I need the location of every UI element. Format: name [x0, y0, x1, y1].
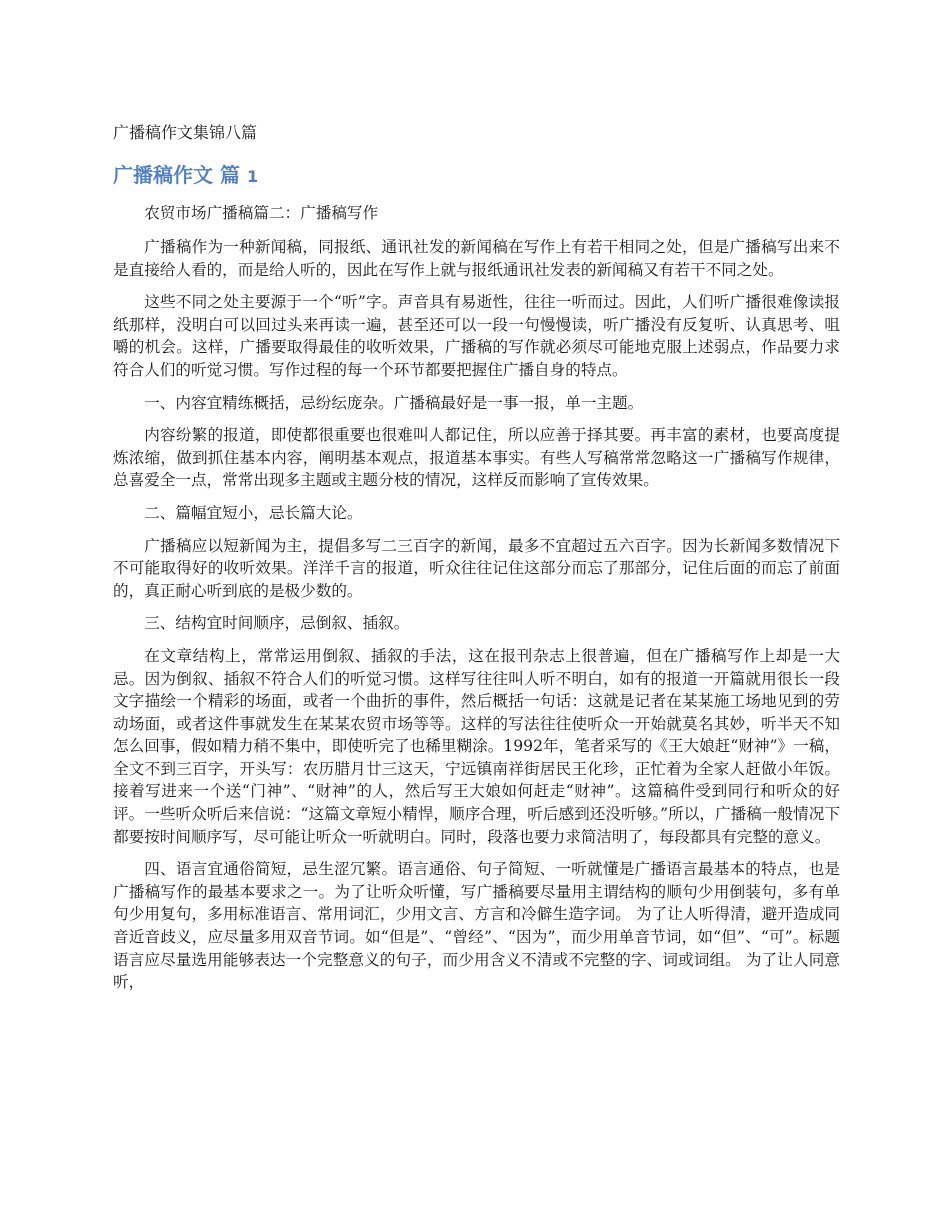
paragraph-intro: 广播稿作为一种新闻稿，同报纸、通讯社发的新闻稿在写作上有若干相同之处，但是广播稿写出来不是直接给人看的，而是给人听的，因此在写作上就与报纸通讯社发表的新闻稿又有若干不同之处。: [113, 238, 840, 279]
section-heading-text: 广播稿作文 篇: [113, 163, 240, 187]
document-page: [113, 122, 840, 994]
paragraph-point-three: 三、结构宜时间顺序，忌倒叙、插叙。: [144, 614, 410, 633]
section-heading: [113, 162, 840, 190]
paragraph-point-four: 四、语言宜通俗简短，忌生涩冗繁。语言通俗、句子简短、一听就懂是广播语言最基本的特点，也是广播稿写作的最基本要求之一。为了让听众听懂，写广播稿要尽量用主谓结构的顺句少用倒装句，多有单句少用复句，多用标准语言、常用词汇，少用文言、方言和冷僻生造字词。 为了让人听得清，避开造成同音近音歧义，应尽量多用双音节词。如“但是”、“曾经”、“因为”，而少用单音节词，如“但”、“可”。标题语言应尽量选用能够表达一个完整意义的句子，而少用含义不清或不完整的字、词或词组。 为了让人同意听，: [113, 860, 840, 992]
section-subtitle: 农贸市场广播稿篇二：广播稿写作: [144, 204, 379, 222]
paragraph-content: 内容纷繁的报道，即使都很重要也很难叫人都记住，所以应善于择其要。再丰富的素材，也要高度提炼浓缩，做到抓住基本内容，阐明基本观点，报道基本事实。有些人写稿常常忽略这一广播稿写作规律，总喜爱全一点，常常出现多主题或主题分枝的情况，这样反而影响了宣传效果。: [113, 426, 840, 490]
document-title: 广播稿作文集锦八篇: [113, 123, 258, 142]
paragraph-point-two: 二、篇幅宜短小，忌长篇大论。: [144, 503, 363, 522]
paragraph-point-one: 一、内容宜精练概括，忌纷纭庞杂。广播稿最好是一事一报，单一主题。: [144, 393, 644, 412]
paragraph-length: 广播稿应以短新闻为主，提倡多写二三百字的新闻，最多不宜超过五六百字。因为长新闻多数情况下不可能取得好的收听效果。洋洋千言的报道，听众往往记住这部分而忘了那部分，记住后面的而忘了前面的，真正耐心听到底的是极少数的。: [113, 536, 840, 600]
paragraph-listening: 这些不同之处主要源于一个“听”字。声音具有易逝性，往往一听而过。因此，人们听广播很难像读报纸那样，没明白可以回过头来再读一遍，甚至还可以一段一句慢慢读，听广播没有反复听、认真思考、咀嚼的机会。这样，广播要取得最佳的收听效果，广播稿的写作就必须尽可能地克服上述弱点，作品要力求符合人们的听觉习惯。写作过程的每一个环节都要把握住广播自身的特点。: [113, 293, 840, 379]
paragraph-structure: 在文章结构上，常常运用倒叙、插叙的手法，这在报刊杂志上很普遍，但在广播稿写作上却是一大忌。因为倒叙、插叙不符合人们的听觉习惯。这样写往往叫人听不明白，如有的报道一开篇就用很长一段文字描绘一个精彩的场面，或者一个曲折的事件，然后概括一句话：这就是记者在某某施工场地见到的劳动场面，或者这件事就发生在某某农贸市场等等。这样的写法往往使听众一开始就莫名其妙，听半天不知怎么回事，假如精力稍不集中，即使听完了也稀里糊涂。1992年，笔者采写的《王大娘赶“财神”》一稿，全文不到三百字，开头写：农历腊月廿三这天，宁远镇南祥街居民王化珍，正忙着为全家人赶做小年饭。接着写进来一个送“门神”、“财神”的人，然后写王大娘如何赶走“财神”。这篇稿件受到同行和听众的好评。一些听众听后来信说：“这篇文章短小精悍，顺序合理，听后感到还没听够。”所以，广播稿一般情况下都要按时间顺序写，尽可能让听众一听就明白。同时，段落也要力求简洁明了，每段都具有完整的意义。: [113, 646, 840, 846]
section-heading-number: 1: [246, 167, 259, 186]
